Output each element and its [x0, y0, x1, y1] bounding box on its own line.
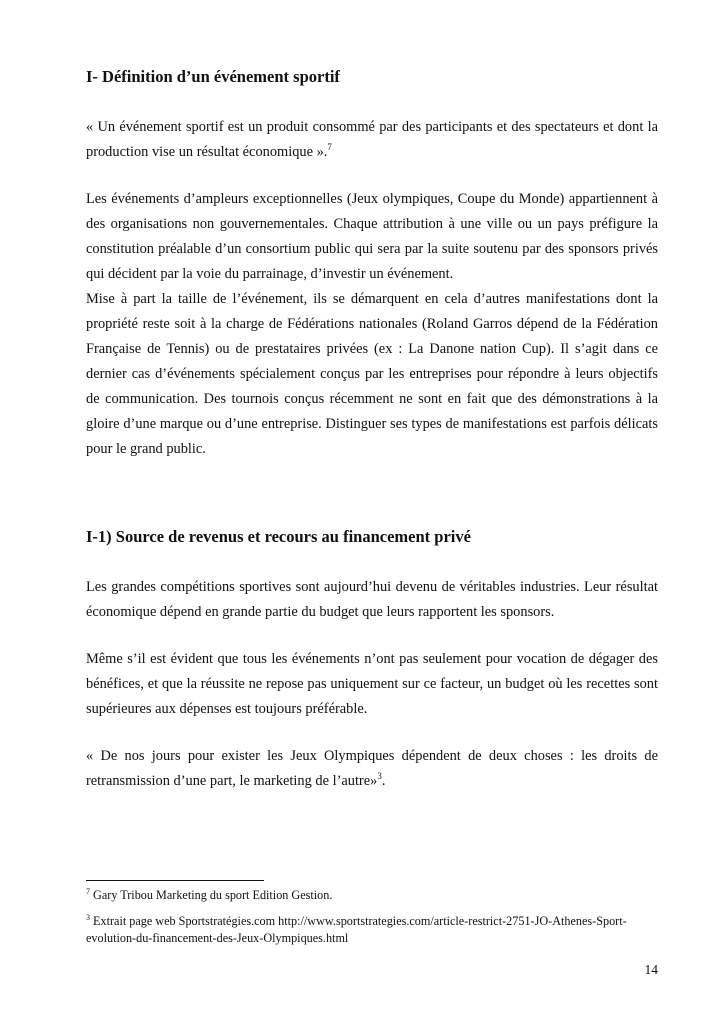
footnote-7-text: Gary Tribou Marketing du sport Edition Gestion. — [93, 888, 333, 902]
main-content — [86, 66, 658, 794]
footnote-separator — [86, 880, 264, 881]
paragraph-industries: Les grandes compétitions sportives sont aujourd’hui devenu de véritables industries. Leur résultat économique dépend en grande partie du budget que leurs rapportent les sponsors. — [86, 579, 658, 620]
footnote-7 — [86, 887, 658, 904]
footnote-ref-3[interactable]: 3 — [377, 771, 382, 782]
quote-definition — [86, 115, 658, 165]
quote-definition-text: « Un événement sportif est un produit consommé par des participants et des spectateurs et dont la production vise un résultat économique ». — [86, 119, 658, 160]
quote-jeux-olympiques-end: . — [381, 773, 386, 789]
footnotes — [86, 880, 658, 956]
footnote-3-text: Extrait page web Sportstratégies.com http://www.sportstrategies.com/article-restrict-2751-JO-Athenes-Sport-evolution-du-financement-des-Jeux-Olympiques.html — [86, 914, 627, 945]
paragraph-manifestations: Mise à part la taille de l’événement, ils se démarquent en cela d’autres manifestations dont la propriété reste soit à la charge de Fédérations nationales (Roland Garros dépend de la Fédération Française de Tennis) ou de prestataires privées (ex : La Danone nation Cup). Il s’agit dans ce dernier cas d’événements spécialement conçus par les entreprises pour répondre à leurs objectifs de communication. Des tournois conçus récemment ne sont en fait que des démonstrations à la gloire d’une marque ou d’une entreprise. Distinguer ses types de manifestations est parfois délicats pour le grand public. — [86, 291, 658, 457]
section-title-definition: I- Définition d’un événement sportif — [86, 67, 340, 86]
quote-jeux-olympiques-text: « De nos jours pour exister les Jeux Olympiques dépendent de deux choses : les droits de retransmission d’une part, le marketing de l’autre» — [86, 748, 658, 789]
footnote-mark-7: 7 — [86, 886, 90, 896]
footnote-mark-3: 3 — [86, 912, 90, 922]
footnote-3 — [86, 913, 658, 947]
page-number: 14 — [644, 962, 658, 977]
section-title-revenus: I-1) Source de revenus et recours au financement privé — [86, 527, 471, 546]
paragraph-benefices: Même s’il est évident que tous les événements n’ont pas seulement pour vocation de dégager des bénéfices, et que la réussite ne repose pas uniquement sur ce facteur, un budget où les recettes sont supérieures aux dépenses est toujours préférable. — [86, 651, 658, 717]
paragraph-organisations: Les événements d’ampleurs exceptionnelles (Jeux olympiques, Coupe du Monde) appartiennent à des organisations non gouvernementales. Chaque attribution à une ville ou un pays préfigure la constitution préalable d’un consortium public qui sera par la suite soutenu par des sponsors privés qui décident par la voie du parrainage, d’investir un événement. — [86, 191, 658, 282]
quote-jeux-olympiques — [86, 744, 658, 794]
footnote-ref-7[interactable]: 7 — [327, 142, 332, 153]
